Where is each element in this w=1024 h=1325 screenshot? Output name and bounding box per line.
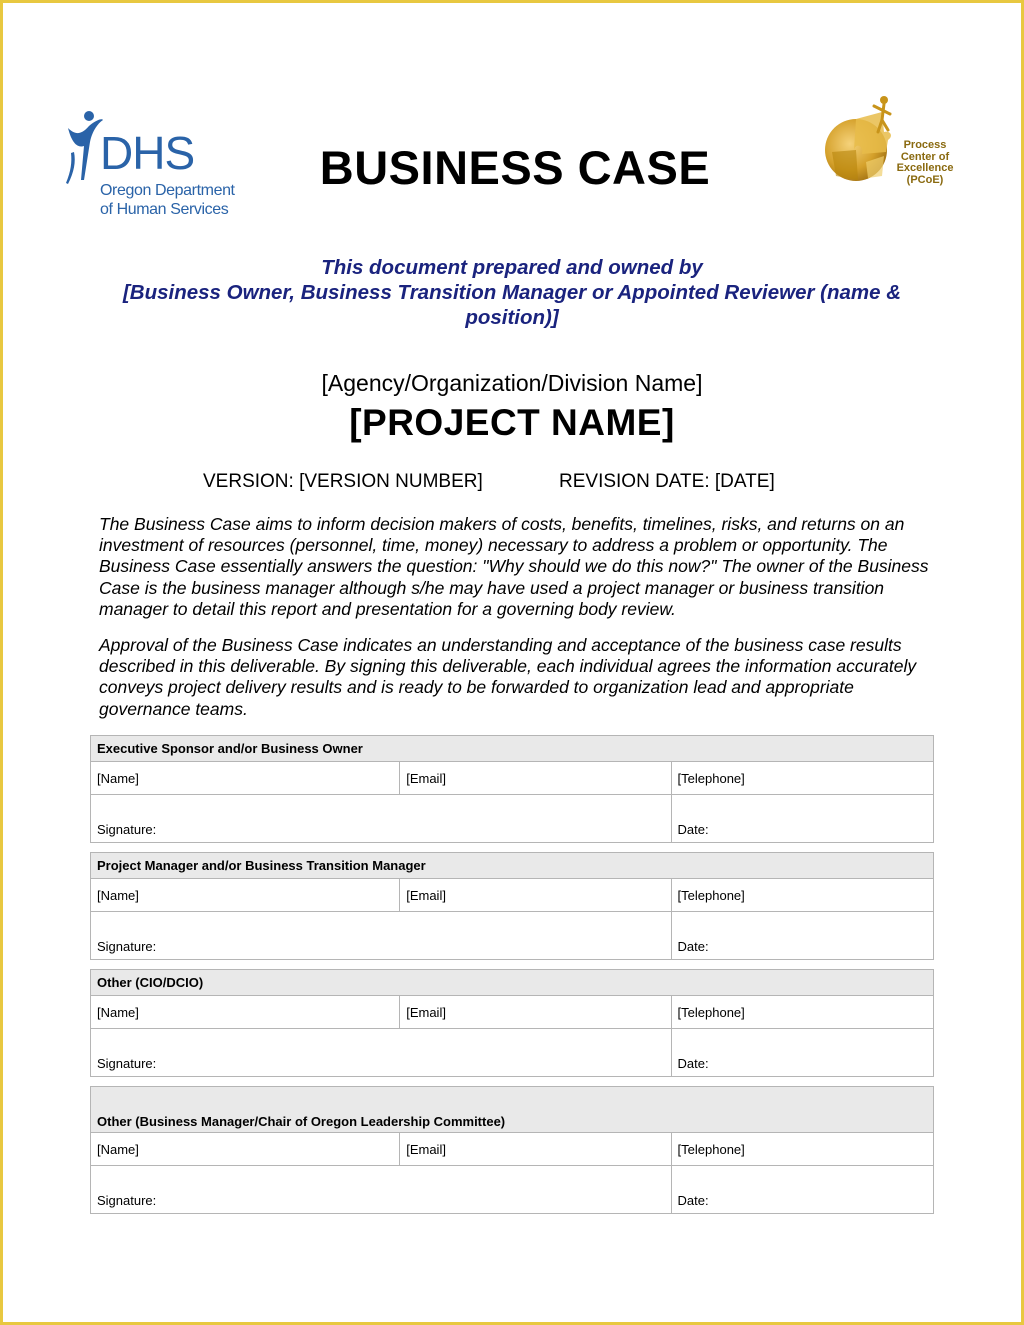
telephone-field[interactable]: [Telephone] <box>671 1133 933 1166</box>
dhs-figure-icon <box>62 108 104 188</box>
dhs-name-line2: of Human Services <box>100 201 229 218</box>
signature-table-cio <box>90 969 934 1077</box>
telephone-field[interactable]: [Telephone] <box>671 879 933 912</box>
date-field[interactable]: Date: <box>671 912 933 960</box>
date-field[interactable]: Date: <box>671 1029 933 1077</box>
email-field[interactable]: [Email] <box>400 1133 671 1166</box>
pcoe-line2: Center of <box>900 150 950 163</box>
signature-field[interactable]: Signature: <box>91 1166 672 1214</box>
name-field[interactable]: [Name] <box>91 879 400 912</box>
pcoe-line3: Excellence <box>896 162 954 174</box>
signature-table-heading: Project Manager and/or Business Transition Manager <box>91 853 934 879</box>
telephone-field[interactable]: [Telephone] <box>671 762 933 795</box>
dhs-logo <box>62 108 235 223</box>
email-field[interactable]: [Email] <box>400 879 671 912</box>
signature-table-executive-sponsor <box>90 735 934 843</box>
date-field[interactable]: Date: <box>671 795 933 843</box>
signature-table-heading: Other (CIO/DCIO) <box>91 970 934 996</box>
signature-table-business-manager <box>90 1086 934 1214</box>
telephone-field[interactable]: [Telephone] <box>671 996 933 1029</box>
ownership-line3: position)] <box>465 306 559 329</box>
signature-table-project-manager <box>90 852 934 960</box>
document-title: BUSINESS CASE <box>319 141 711 194</box>
business-case-description: The Business Case aims to inform decision makers of costs, benefits, timelines, risks, and returns on an investment of resources (personnel, time, money) necessary to address a problem or opportunity. The Business Case essentially answers the question: "Why should we do this now?" The owner of the Business Case is the business manager although s/he may have used a project manager or business transition manager to detail this report and presentation for a governing body review. <box>99 514 929 619</box>
pcoe-line1: Process <box>903 139 947 151</box>
pcoe-logo <box>822 92 962 197</box>
agency-name: [Agency/Organization/Division Name] <box>321 370 703 396</box>
ownership-line1: This document prepared and owned by <box>321 256 703 279</box>
approval-description: Approval of the Business Case indicates an understanding and acceptance of the business case results described in this deliverable. By signing this deliverable, each individual agrees the information accurately conveys project delivery results and is ready to be forwarded to organization lead and appropriate governance teams. <box>99 635 917 719</box>
name-field[interactable]: [Name] <box>91 996 400 1029</box>
ownership-line2: [Business Owner, Business Transition Manager or Appointed Reviewer (name & <box>122 281 902 304</box>
dhs-abbrev: DHS <box>100 127 195 179</box>
name-field[interactable]: [Name] <box>91 1133 400 1166</box>
email-field[interactable]: [Email] <box>400 996 671 1029</box>
signature-table-heading: Other (Business Manager/Chair of Oregon Leadership Committee) <box>91 1087 934 1133</box>
pcoe-name <box>890 140 960 186</box>
signature-field[interactable]: Signature: <box>91 795 672 843</box>
date-field[interactable]: Date: <box>671 1166 933 1214</box>
ownership-statement <box>90 255 934 330</box>
version-label: VERSION: [VERSION NUMBER] <box>203 471 483 492</box>
revision-date-label: REVISION DATE: [DATE] <box>559 471 775 492</box>
pcoe-line4: (PCoE) <box>906 173 944 186</box>
signature-field[interactable]: Signature: <box>91 912 672 960</box>
signature-table-heading: Executive Sponsor and/or Business Owner <box>91 736 934 762</box>
signature-field[interactable]: Signature: <box>91 1029 672 1077</box>
dhs-name-line1: Oregon Department <box>100 182 235 199</box>
project-name: [PROJECT NAME] <box>349 402 675 443</box>
name-field[interactable]: [Name] <box>91 762 400 795</box>
email-field[interactable]: [Email] <box>400 762 671 795</box>
